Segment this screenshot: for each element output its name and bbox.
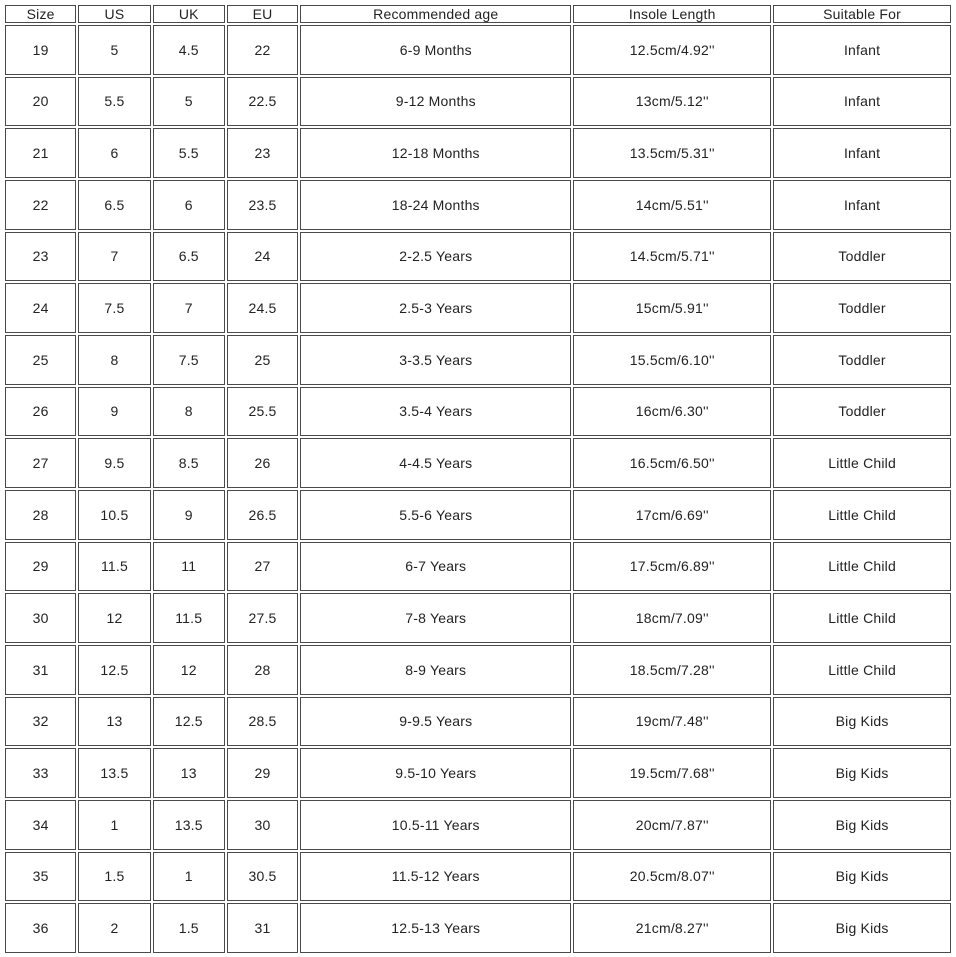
table-row <box>5 232 951 282</box>
table-cell: 23 <box>227 128 298 178</box>
table-cell: 9 <box>78 387 150 437</box>
table-cell: 11 <box>153 542 225 592</box>
table-cell: Infant <box>773 77 951 127</box>
table-cell: 21 <box>5 128 76 178</box>
header-cell: UK <box>153 5 225 23</box>
header-cell: Recommended age <box>300 5 571 23</box>
table-cell: 9.5-10 Years <box>300 748 571 798</box>
table-cell: 15.5cm/6.10'' <box>573 335 771 385</box>
table-cell: Toddler <box>773 387 951 437</box>
table-cell: 18.5cm/7.28'' <box>573 645 771 695</box>
table-cell: 21cm/8.27'' <box>573 903 771 953</box>
table-cell: 13 <box>78 697 150 747</box>
table-cell: Big Kids <box>773 903 951 953</box>
table-cell: Infant <box>773 25 951 75</box>
table-cell: 6.5 <box>153 232 225 282</box>
table-body <box>5 25 951 953</box>
table-cell: 26 <box>227 438 298 488</box>
table-cell: 18cm/7.09'' <box>573 593 771 643</box>
table-cell: 12 <box>153 645 225 695</box>
table-cell: 36 <box>5 903 76 953</box>
table-cell: 20 <box>5 77 76 127</box>
table-row <box>5 387 951 437</box>
table-cell: Little Child <box>773 438 951 488</box>
table-cell: 29 <box>5 542 76 592</box>
table-row <box>5 593 951 643</box>
table-cell: 35 <box>5 852 76 902</box>
table-cell: 3-3.5 Years <box>300 335 571 385</box>
size-table <box>3 3 953 955</box>
table-cell: 13.5 <box>153 800 225 850</box>
table-cell: 24.5 <box>227 283 298 333</box>
table-cell: 13cm/5.12'' <box>573 77 771 127</box>
table-cell: 12.5 <box>153 697 225 747</box>
table-cell: Big Kids <box>773 697 951 747</box>
table-cell: 28 <box>5 490 76 540</box>
table-cell: 6-9 Months <box>300 25 571 75</box>
table-cell: 6.5 <box>78 180 150 230</box>
table-cell: Little Child <box>773 593 951 643</box>
table-cell: 19 <box>5 25 76 75</box>
table-cell: Little Child <box>773 490 951 540</box>
table-cell: 22 <box>227 25 298 75</box>
table-cell: Little Child <box>773 645 951 695</box>
table-cell: 31 <box>227 903 298 953</box>
table-cell: 4-4.5 Years <box>300 438 571 488</box>
table-cell: 12.5cm/4.92'' <box>573 25 771 75</box>
table-cell: 11.5 <box>78 542 150 592</box>
table-cell: 11.5-12 Years <box>300 852 571 902</box>
table-cell: 1 <box>153 852 225 902</box>
table-cell: 2.5-3 Years <box>300 283 571 333</box>
table-cell: Infant <box>773 128 951 178</box>
table-row <box>5 335 951 385</box>
table-cell: 2-2.5 Years <box>300 232 571 282</box>
table-cell: 8 <box>78 335 150 385</box>
table-cell: 13 <box>153 748 225 798</box>
table-cell: 11.5 <box>153 593 225 643</box>
header-cell: Insole Length <box>573 5 771 23</box>
table-cell: 20.5cm/8.07'' <box>573 852 771 902</box>
table-cell: Little Child <box>773 542 951 592</box>
table-row <box>5 800 951 850</box>
table-cell: 5.5 <box>78 77 150 127</box>
table-cell: 31 <box>5 645 76 695</box>
table-cell: 14.5cm/5.71'' <box>573 232 771 282</box>
table-cell: 23.5 <box>227 180 298 230</box>
table-cell: 16.5cm/6.50'' <box>573 438 771 488</box>
table-cell: 28 <box>227 645 298 695</box>
table-cell: 18-24 Months <box>300 180 571 230</box>
table-cell: 25 <box>227 335 298 385</box>
table-row <box>5 77 951 127</box>
table-cell: 27 <box>227 542 298 592</box>
table-cell: Toddler <box>773 335 951 385</box>
table-cell: 34 <box>5 800 76 850</box>
table-cell: 1 <box>78 800 150 850</box>
table-cell: 5.5-6 Years <box>300 490 571 540</box>
table-cell: 27.5 <box>227 593 298 643</box>
table-cell: 8-9 Years <box>300 645 571 695</box>
table-cell: 20cm/7.87'' <box>573 800 771 850</box>
table-cell: 24 <box>5 283 76 333</box>
table-cell: 9-9.5 Years <box>300 697 571 747</box>
table-cell: 8.5 <box>153 438 225 488</box>
table-cell: 32 <box>5 697 76 747</box>
header-cell: Size <box>5 5 76 23</box>
table-cell: 3.5-4 Years <box>300 387 571 437</box>
table-row <box>5 490 951 540</box>
table-cell: Big Kids <box>773 800 951 850</box>
table-cell: Big Kids <box>773 852 951 902</box>
table-cell: 15cm/5.91'' <box>573 283 771 333</box>
table-cell: 12-18 Months <box>300 128 571 178</box>
table-cell: Toddler <box>773 283 951 333</box>
header-cell: Suitable For <box>773 5 951 23</box>
table-cell: 12.5 <box>78 645 150 695</box>
table-cell: 7 <box>78 232 150 282</box>
table-cell: 10.5-11 Years <box>300 800 571 850</box>
table-cell: 7.5 <box>153 335 225 385</box>
table-cell: 8 <box>153 387 225 437</box>
table-cell: 9.5 <box>78 438 150 488</box>
header-cell: US <box>78 5 150 23</box>
table-cell: 9 <box>153 490 225 540</box>
size-chart <box>3 3 953 955</box>
table-cell: 26 <box>5 387 76 437</box>
table-cell: 29 <box>227 748 298 798</box>
table-cell: 1.5 <box>78 852 150 902</box>
table-cell: 24 <box>227 232 298 282</box>
table-row <box>5 748 951 798</box>
table-cell: 28.5 <box>227 697 298 747</box>
table-cell: 22 <box>5 180 76 230</box>
table-cell: 30 <box>5 593 76 643</box>
header-row <box>5 5 951 23</box>
table-row <box>5 25 951 75</box>
table-cell: 30.5 <box>227 852 298 902</box>
table-cell: 2 <box>78 903 150 953</box>
table-cell: 16cm/6.30'' <box>573 387 771 437</box>
table-row <box>5 128 951 178</box>
table-cell: 13.5 <box>78 748 150 798</box>
table-cell: Infant <box>773 180 951 230</box>
table-row <box>5 283 951 333</box>
table-cell: 4.5 <box>153 25 225 75</box>
table-cell: 19.5cm/7.68'' <box>573 748 771 798</box>
table-cell: 25.5 <box>227 387 298 437</box>
table-cell: 33 <box>5 748 76 798</box>
table-cell: 19cm/7.48'' <box>573 697 771 747</box>
table-cell: Toddler <box>773 232 951 282</box>
table-cell: 23 <box>5 232 76 282</box>
table-row <box>5 542 951 592</box>
table-row <box>5 852 951 902</box>
table-cell: 6 <box>78 128 150 178</box>
table-cell: 6 <box>153 180 225 230</box>
table-cell: Big Kids <box>773 748 951 798</box>
table-cell: 7.5 <box>78 283 150 333</box>
table-cell: 7 <box>153 283 225 333</box>
header-cell: EU <box>227 5 298 23</box>
table-cell: 7-8 Years <box>300 593 571 643</box>
table-cell: 5 <box>78 25 150 75</box>
table-cell: 5 <box>153 77 225 127</box>
table-cell: 17cm/6.69'' <box>573 490 771 540</box>
table-cell: 1.5 <box>153 903 225 953</box>
table-cell: 9-12 Months <box>300 77 571 127</box>
table-row <box>5 180 951 230</box>
table-row <box>5 697 951 747</box>
table-cell: 25 <box>5 335 76 385</box>
table-row <box>5 438 951 488</box>
table-cell: 17.5cm/6.89'' <box>573 542 771 592</box>
table-cell: 10.5 <box>78 490 150 540</box>
table-row <box>5 903 951 953</box>
table-cell: 13.5cm/5.31'' <box>573 128 771 178</box>
table-cell: 12 <box>78 593 150 643</box>
table-row <box>5 645 951 695</box>
table-cell: 22.5 <box>227 77 298 127</box>
table-cell: 6-7 Years <box>300 542 571 592</box>
table-cell: 14cm/5.51'' <box>573 180 771 230</box>
table-cell: 27 <box>5 438 76 488</box>
table-cell: 26.5 <box>227 490 298 540</box>
table-cell: 12.5-13 Years <box>300 903 571 953</box>
table-cell: 30 <box>227 800 298 850</box>
table-cell: 5.5 <box>153 128 225 178</box>
